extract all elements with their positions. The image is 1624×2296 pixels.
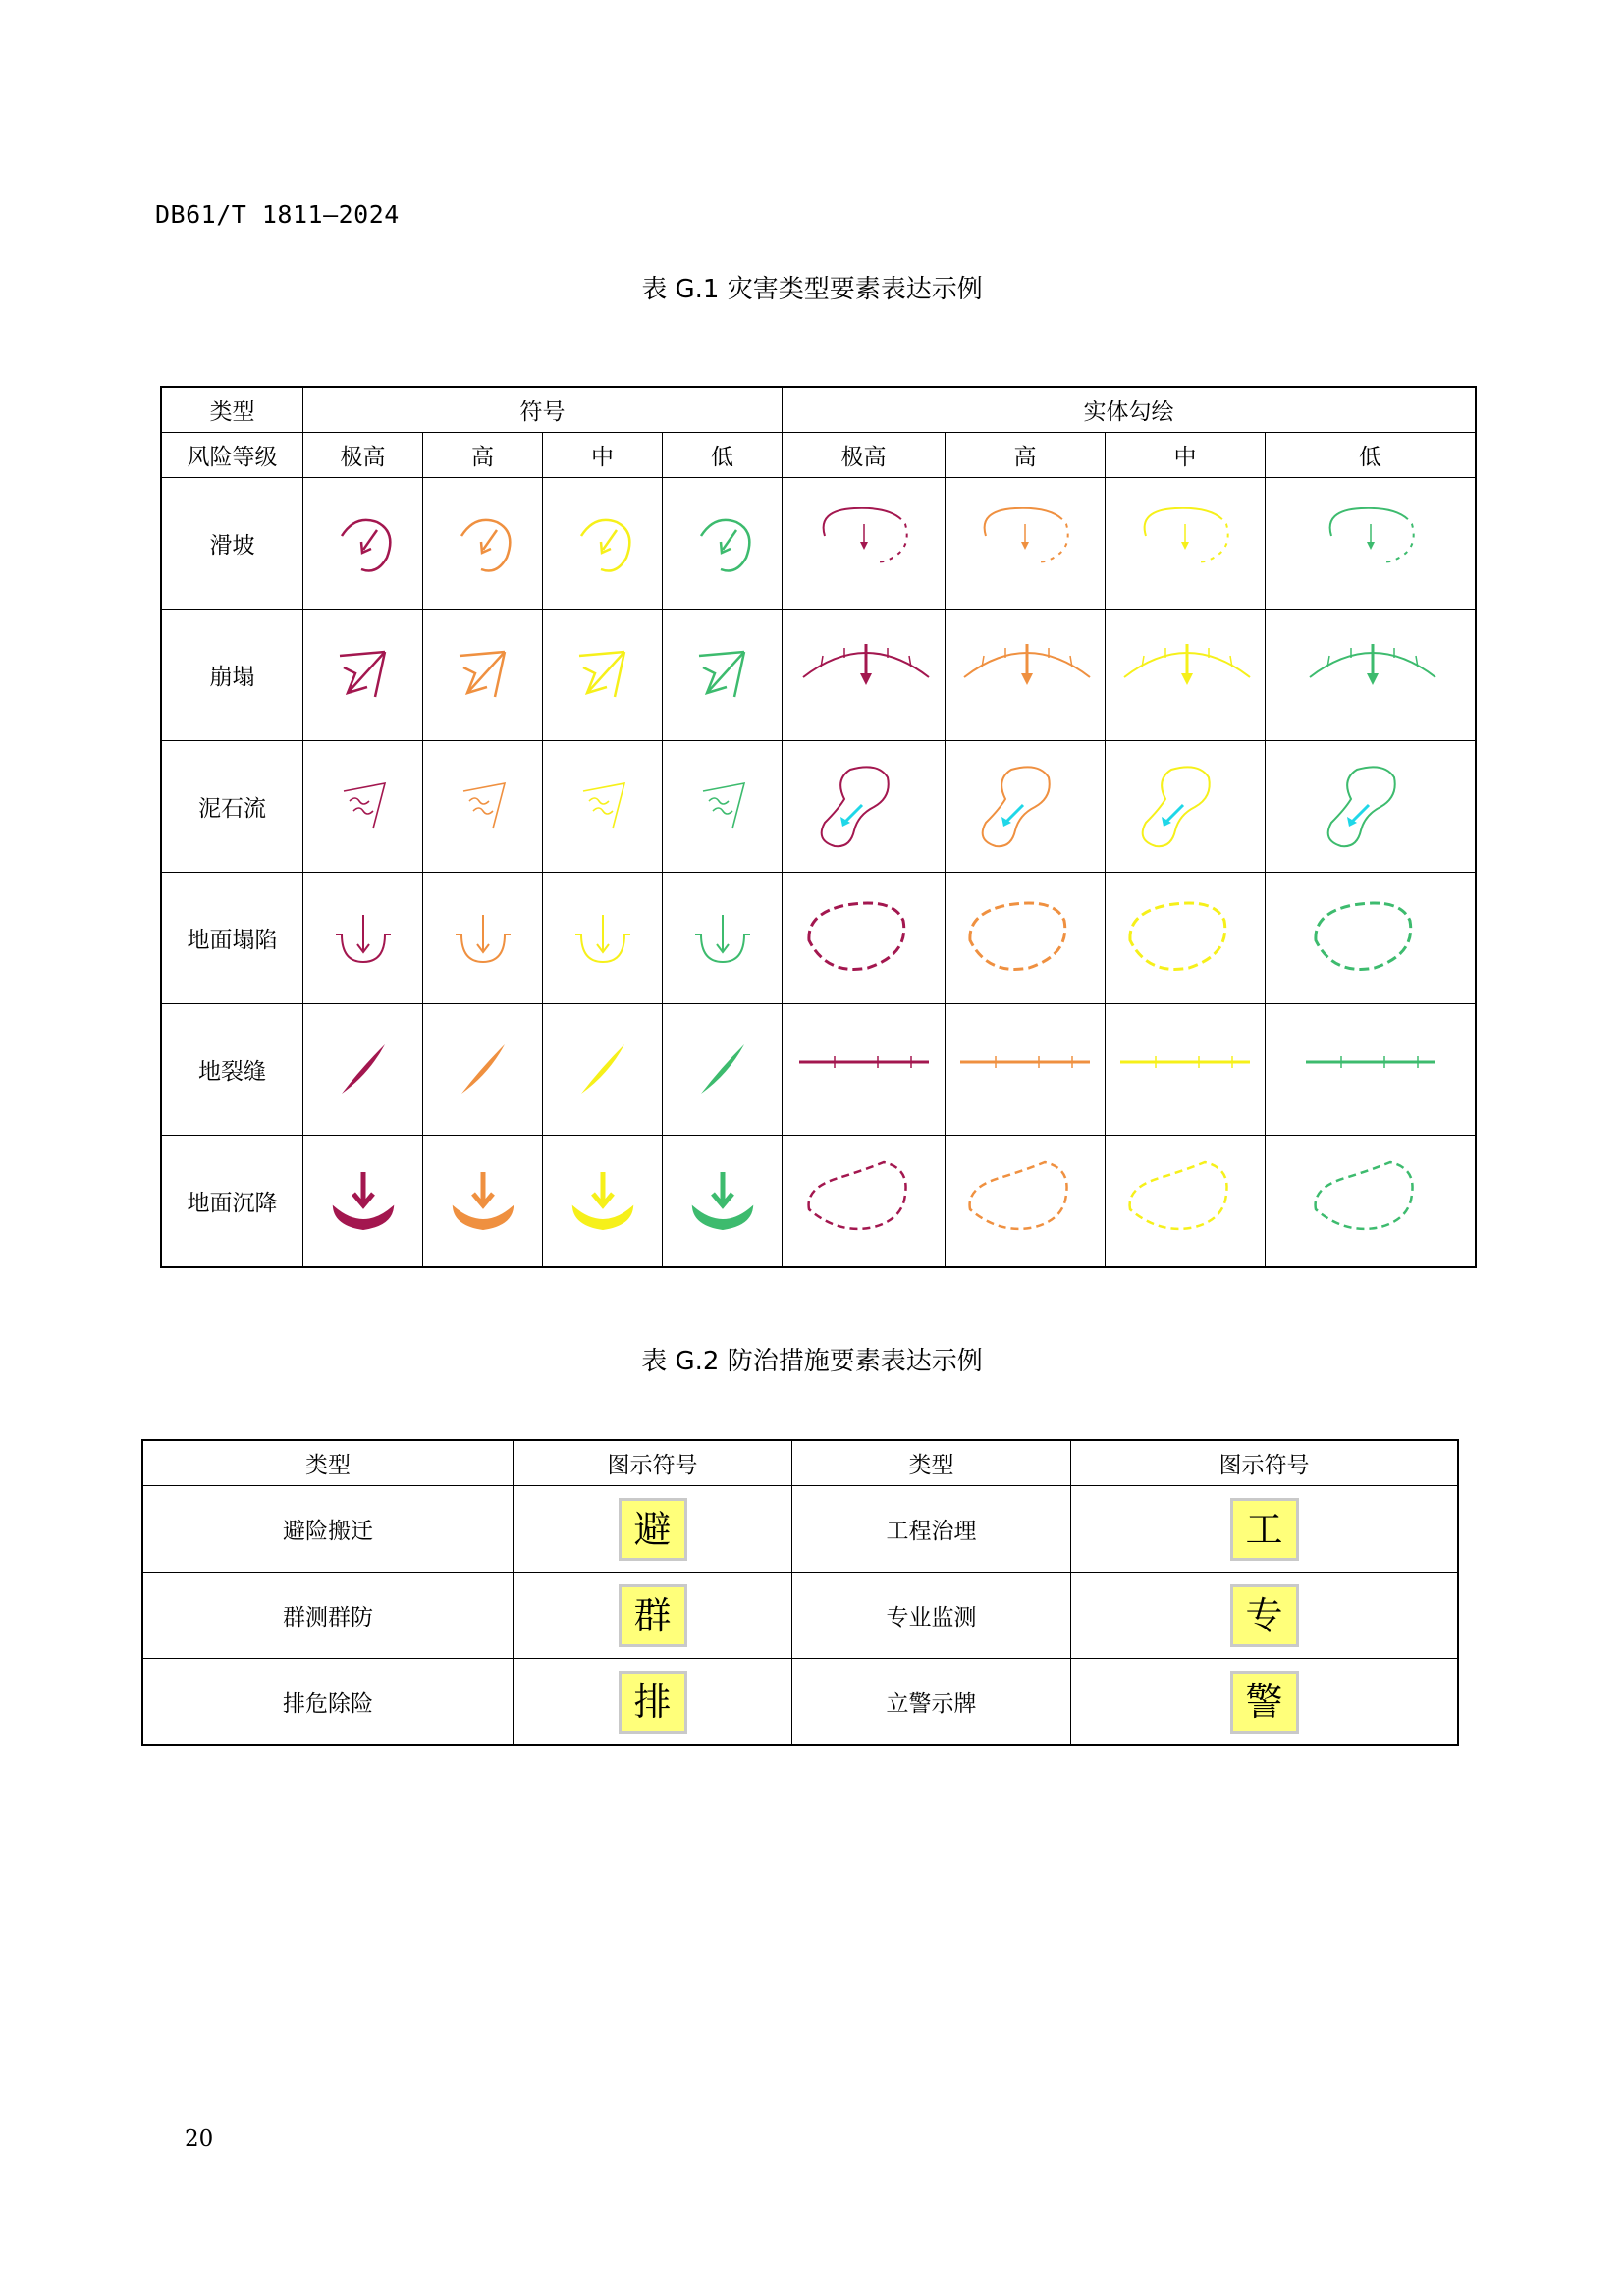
header-entity: 实体勾绘 <box>783 387 1477 433</box>
hazard-symbol-icon <box>326 507 401 581</box>
entity-sketch-icon <box>956 1154 1094 1249</box>
entity-sketch-cell <box>946 741 1106 873</box>
measure-type: 立警示牌 <box>792 1659 1071 1746</box>
document-code: DB61/T 1811—2024 <box>155 200 400 229</box>
entity-sketch-icon <box>1302 628 1439 722</box>
hazard-symbol-cell <box>663 610 783 741</box>
entity-sketch-cell <box>946 478 1106 610</box>
hazard-symbol-icon <box>566 1164 640 1239</box>
entity-sketch-icon <box>1116 891 1254 986</box>
entity-sketch-cell <box>783 1136 946 1268</box>
level-label: 低 <box>663 433 783 478</box>
entity-sketch-icon <box>795 1154 933 1249</box>
hazard-symbol-cell <box>543 1136 663 1268</box>
hazard-symbol-icon <box>566 1033 640 1107</box>
header-type: 类型 <box>142 1440 514 1486</box>
hazard-symbol-icon <box>685 770 760 844</box>
hazard-symbol-cell <box>543 873 663 1004</box>
entity-sketch-icon <box>956 1023 1094 1117</box>
hazard-symbol-icon <box>326 901 401 976</box>
hazard-symbol-icon <box>326 638 401 713</box>
measure-badge: 警 <box>1230 1671 1299 1734</box>
row-label-ground-fissure: 地裂缝 <box>161 1004 303 1136</box>
hazard-symbol-icon <box>685 638 760 713</box>
entity-sketch-icon <box>1302 497 1439 591</box>
entity-sketch-cell <box>1266 610 1477 741</box>
entity-sketch-cell <box>1266 478 1477 610</box>
hazard-symbol-cell <box>543 741 663 873</box>
entity-sketch-cell <box>783 741 946 873</box>
header-symbol: 符号 <box>303 387 783 433</box>
entity-sketch-cell <box>946 610 1106 741</box>
entity-sketch-cell <box>1106 873 1266 1004</box>
prevention-measures-table <box>141 1439 1459 1746</box>
entity-sketch-cell <box>1266 741 1477 873</box>
measure-badge: 排 <box>619 1671 687 1734</box>
hazard-symbol-cell <box>423 610 543 741</box>
measure-symbol-cell <box>514 1573 792 1659</box>
hazard-symbol-icon <box>685 507 760 581</box>
row-label-ground-collapse: 地面塌陷 <box>161 873 303 1004</box>
hazard-symbol-cell <box>423 478 543 610</box>
header-risk-level: 风险等级 <box>161 433 303 478</box>
hazard-symbol-cell <box>303 610 423 741</box>
hazard-symbol-cell <box>303 741 423 873</box>
entity-sketch-icon <box>795 760 933 854</box>
entity-sketch-cell <box>1106 610 1266 741</box>
header-symbol: 图示符号 <box>1071 1440 1459 1486</box>
hazard-symbol-cell <box>663 1136 783 1268</box>
entity-sketch-icon <box>1116 497 1254 591</box>
entity-sketch-icon <box>795 628 933 722</box>
entity-sketch-cell <box>946 1136 1106 1268</box>
entity-sketch-icon <box>795 497 933 591</box>
measure-symbol-cell <box>1071 1573 1459 1659</box>
hazard-symbol-icon <box>566 901 640 976</box>
hazard-symbol-icon <box>446 638 520 713</box>
hazard-symbol-cell <box>663 873 783 1004</box>
hazard-symbol-cell <box>423 741 543 873</box>
entity-sketch-icon <box>956 760 1094 854</box>
measure-type: 专业监测 <box>792 1573 1071 1659</box>
hazard-symbol-icon <box>685 1164 760 1239</box>
level-label: 高 <box>946 433 1106 478</box>
entity-sketch-icon <box>1302 1154 1439 1249</box>
entity-sketch-cell <box>783 478 946 610</box>
level-label: 中 <box>543 433 663 478</box>
entity-sketch-icon <box>1302 1023 1439 1117</box>
entity-sketch-icon <box>956 891 1094 986</box>
measure-type: 群测群防 <box>142 1573 514 1659</box>
hazard-symbol-icon <box>446 901 520 976</box>
entity-sketch-cell <box>1106 1004 1266 1136</box>
measure-type: 避险搬迁 <box>142 1486 514 1573</box>
entity-sketch-cell <box>783 1004 946 1136</box>
hazard-symbol-cell <box>423 873 543 1004</box>
hazard-symbol-icon <box>685 1033 760 1107</box>
table2-caption: 表 G.2 防治措施要素表达示例 <box>641 1347 983 1376</box>
hazard-symbol-icon <box>566 638 640 713</box>
hazard-symbol-cell <box>663 1004 783 1136</box>
measure-badge: 工 <box>1230 1498 1299 1561</box>
measure-badge: 避 <box>619 1498 687 1561</box>
entity-sketch-icon <box>795 1023 933 1117</box>
measure-badge: 群 <box>619 1584 687 1647</box>
entity-sketch-icon <box>1116 628 1254 722</box>
entity-sketch-icon <box>1116 760 1254 854</box>
entity-sketch-cell <box>783 873 946 1004</box>
hazard-symbol-cell <box>303 478 423 610</box>
entity-sketch-icon <box>795 891 933 986</box>
measure-symbol-cell <box>1071 1659 1459 1746</box>
row-label-collapse: 崩塌 <box>161 610 303 741</box>
hazard-symbol-icon <box>326 770 401 844</box>
table1-caption: 表 G.1 灾害类型要素表达示例 <box>641 275 983 304</box>
measure-type: 排危除险 <box>142 1659 514 1746</box>
row-label-subsidence: 地面沉降 <box>161 1136 303 1268</box>
header-symbol: 图示符号 <box>514 1440 792 1486</box>
entity-sketch-icon <box>1116 1023 1254 1117</box>
measure-symbol-cell <box>1071 1486 1459 1573</box>
entity-sketch-icon <box>1302 891 1439 986</box>
entity-sketch-icon <box>956 497 1094 591</box>
entity-sketch-cell <box>1266 1136 1477 1268</box>
row-label-landslide: 滑坡 <box>161 478 303 610</box>
hazard-symbol-icon <box>446 507 520 581</box>
measure-symbol-cell <box>514 1659 792 1746</box>
hazard-symbol-icon <box>326 1164 401 1239</box>
entity-sketch-icon <box>956 628 1094 722</box>
level-label: 极高 <box>303 433 423 478</box>
hazard-symbol-cell <box>303 1136 423 1268</box>
level-label: 低 <box>1266 433 1477 478</box>
hazard-elements-table <box>160 386 1477 1268</box>
level-label: 高 <box>423 433 543 478</box>
hazard-symbol-icon <box>446 1033 520 1107</box>
measure-symbol-cell <box>514 1486 792 1573</box>
level-label: 极高 <box>783 433 946 478</box>
row-label-debris-flow: 泥石流 <box>161 741 303 873</box>
measure-type: 工程治理 <box>792 1486 1071 1573</box>
hazard-symbol-icon <box>685 901 760 976</box>
hazard-symbol-cell <box>663 478 783 610</box>
header-type: 类型 <box>792 1440 1071 1486</box>
hazard-symbol-icon <box>446 770 520 844</box>
hazard-symbol-cell <box>663 741 783 873</box>
hazard-symbol-icon <box>566 770 640 844</box>
measure-badge: 专 <box>1230 1584 1299 1647</box>
hazard-symbol-cell <box>543 1004 663 1136</box>
entity-sketch-cell <box>946 873 1106 1004</box>
entity-sketch-cell <box>783 610 946 741</box>
entity-sketch-cell <box>1266 873 1477 1004</box>
entity-sketch-cell <box>1106 478 1266 610</box>
hazard-symbol-cell <box>543 610 663 741</box>
entity-sketch-cell <box>1106 1136 1266 1268</box>
hazard-symbol-cell <box>303 1004 423 1136</box>
page-number: 20 <box>185 2126 214 2152</box>
hazard-symbol-cell <box>423 1136 543 1268</box>
entity-sketch-icon <box>1302 760 1439 854</box>
level-label: 中 <box>1106 433 1266 478</box>
entity-sketch-cell <box>1266 1004 1477 1136</box>
entity-sketch-icon <box>1116 1154 1254 1249</box>
hazard-symbol-cell <box>423 1004 543 1136</box>
header-type: 类型 <box>161 387 303 433</box>
entity-sketch-cell <box>1106 741 1266 873</box>
hazard-symbol-cell <box>303 873 423 1004</box>
hazard-symbol-icon <box>326 1033 401 1107</box>
hazard-symbol-icon <box>566 507 640 581</box>
hazard-symbol-cell <box>543 478 663 610</box>
entity-sketch-cell <box>946 1004 1106 1136</box>
hazard-symbol-icon <box>446 1164 520 1239</box>
